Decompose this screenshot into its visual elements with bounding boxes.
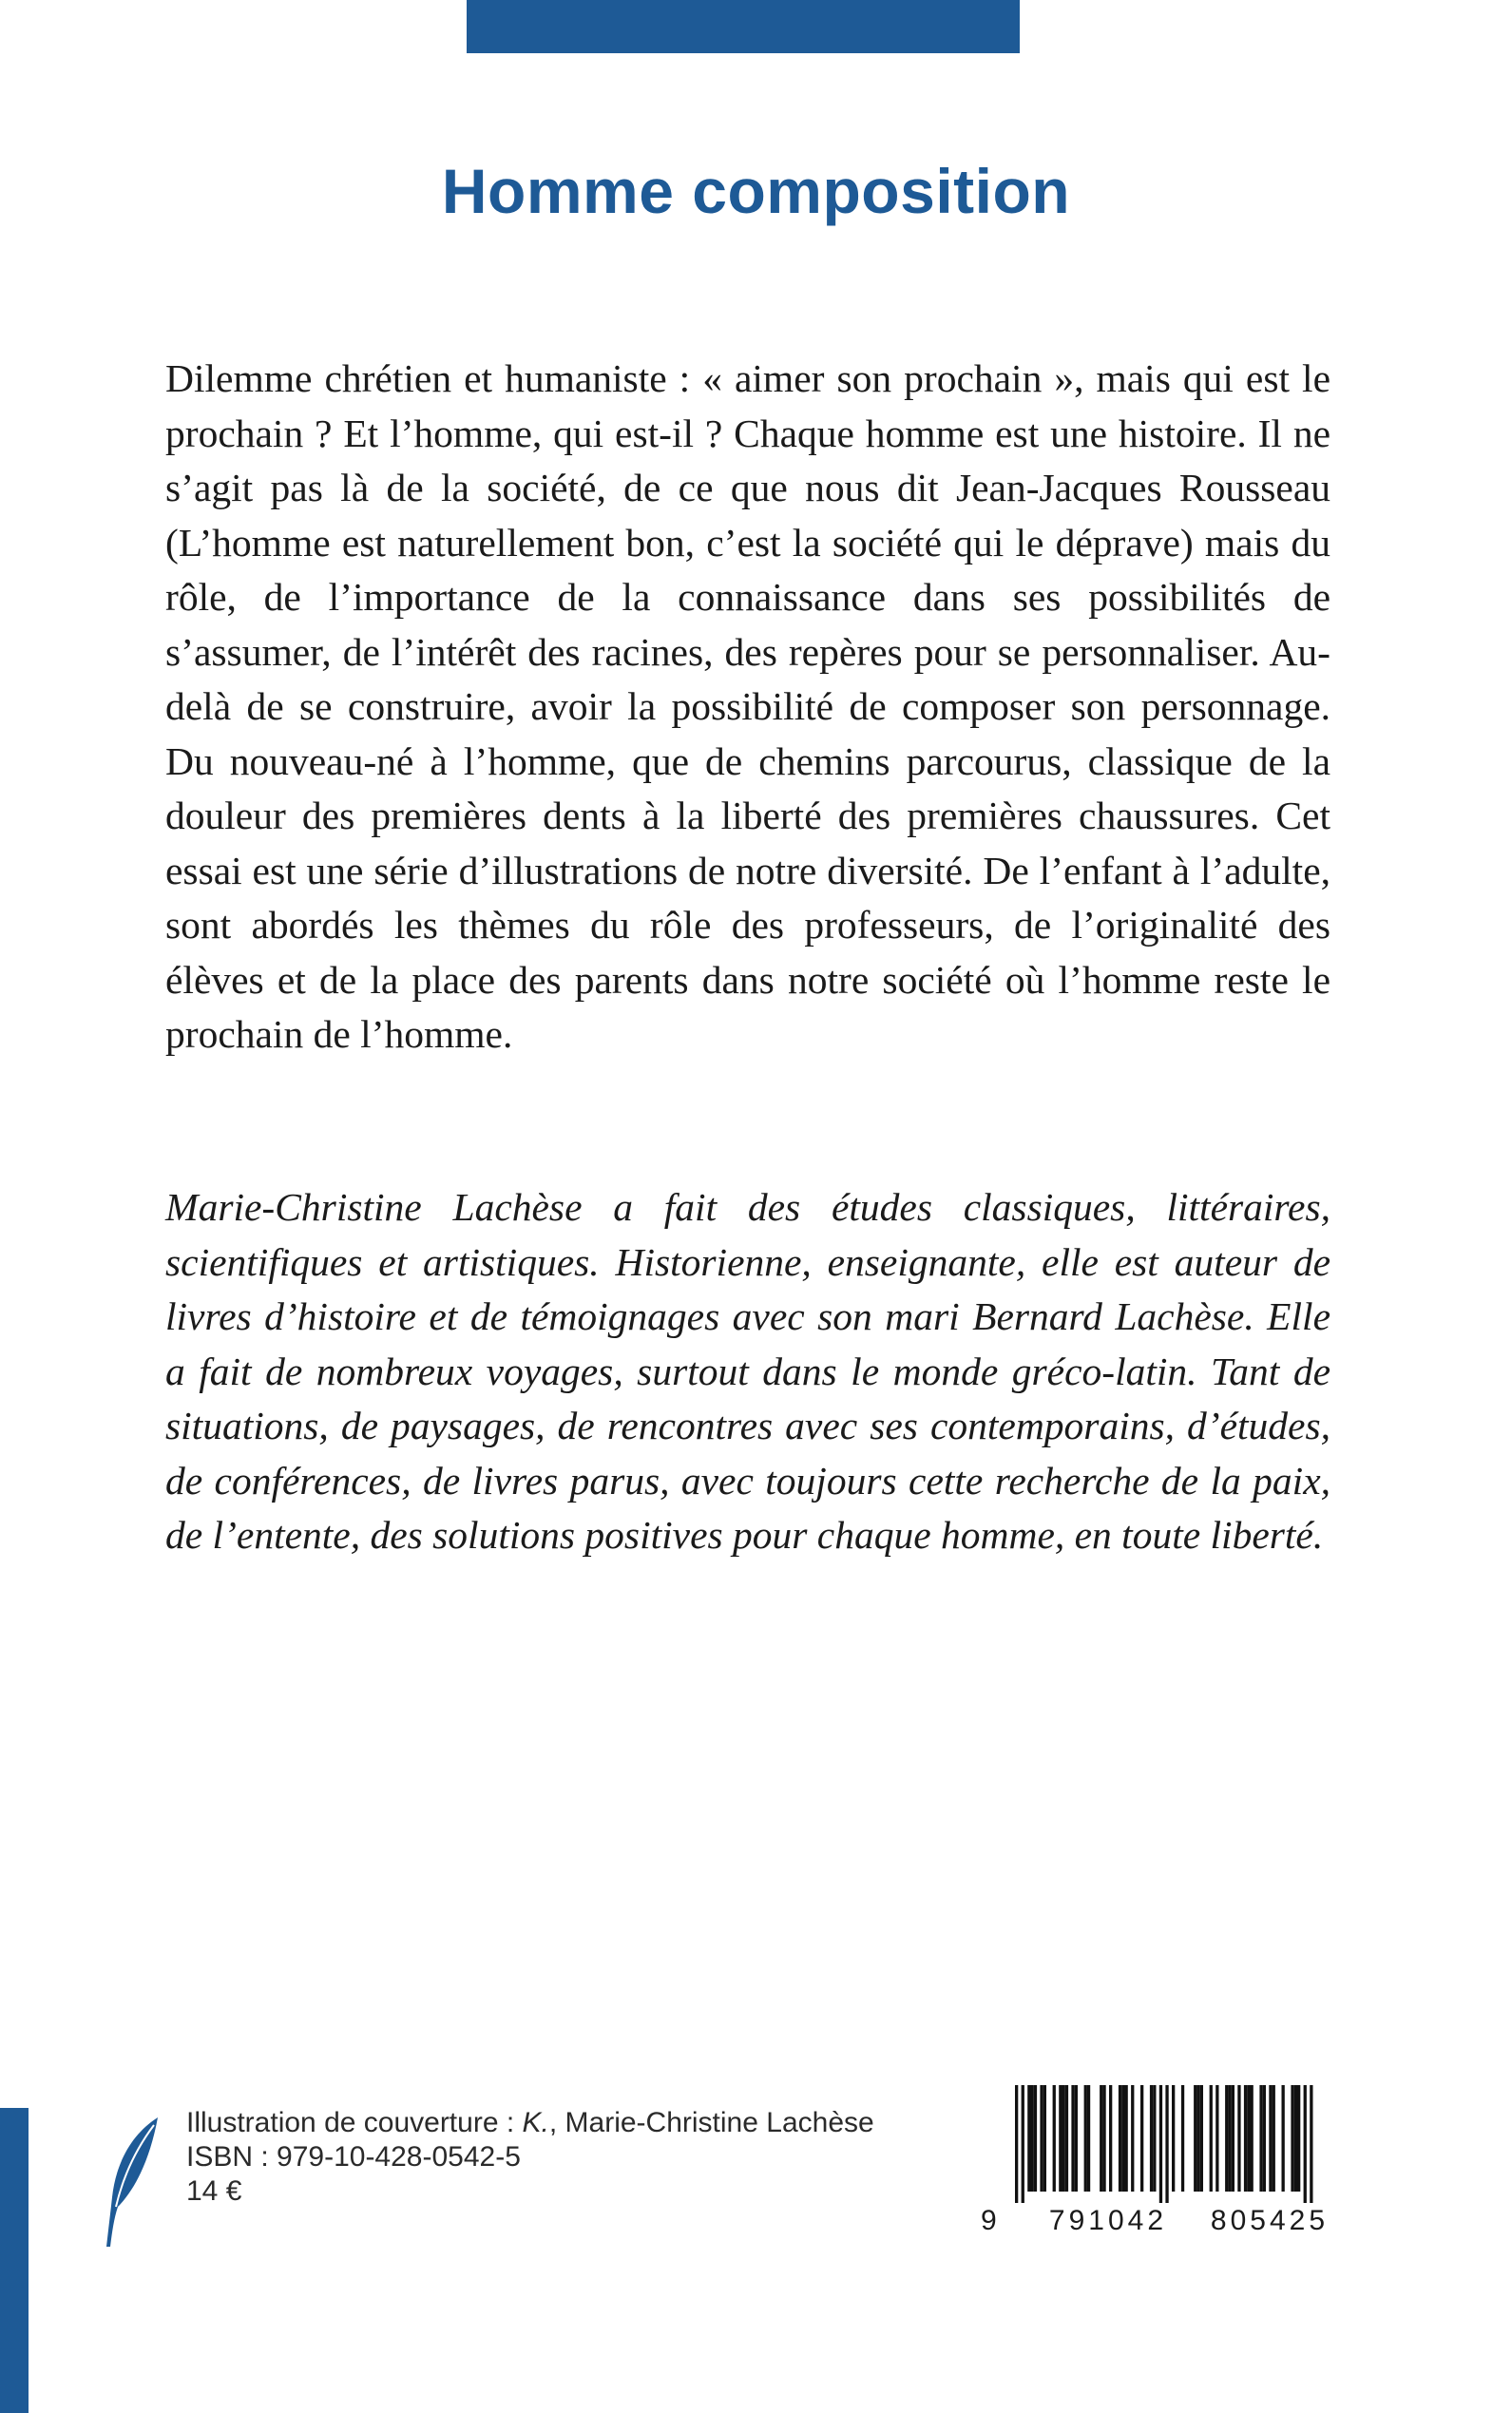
left-color-band [0, 2108, 29, 2413]
credits-block [186, 2106, 874, 2209]
barcode-bar [1269, 2085, 1272, 2192]
barcode-bar [1294, 2085, 1297, 2192]
barcode-bar [1015, 2085, 1018, 2203]
barcode-bar [1194, 2085, 1196, 2192]
book-title: Homme composition [441, 156, 1071, 226]
barcode-bar [1273, 2085, 1275, 2192]
barcode-bar [1034, 2085, 1037, 2192]
barcode-bar [1153, 2085, 1156, 2192]
barcode-bar [1022, 2085, 1024, 2203]
barcode-bar [1065, 2085, 1068, 2192]
barcode-bar [1282, 2085, 1285, 2192]
barcode-digits [981, 2205, 1342, 2237]
barcode-bar [1087, 2085, 1090, 2192]
barcode-bar [1244, 2085, 1247, 2192]
barcode [1000, 2085, 1329, 2222]
barcode-bar [1075, 2085, 1078, 2192]
barcode-bar [1121, 2085, 1124, 2192]
barcode-bar [1150, 2085, 1153, 2192]
barcode-bar [1059, 2085, 1062, 2192]
barcode-bar [1210, 2085, 1213, 2192]
barcode-bar [1259, 2085, 1262, 2192]
barcode-bar [1181, 2085, 1184, 2192]
barcode-bar [1043, 2085, 1046, 2192]
barcode-bar [1304, 2085, 1307, 2203]
barcode-bar [1225, 2085, 1228, 2192]
barcode-bar [1247, 2085, 1250, 2192]
barcode-bar [1071, 2085, 1074, 2192]
barcode-lead-digit: 9 [981, 2205, 997, 2236]
barcode-bar [1237, 2085, 1240, 2192]
barcode-bar [1140, 2085, 1143, 2192]
quill-icon [103, 2116, 163, 2249]
barcode-bar [1119, 2085, 1121, 2192]
barcode-bar [1084, 2085, 1087, 2192]
illustration-title: K. [522, 2107, 549, 2138]
barcode-bar [1297, 2085, 1300, 2192]
barcode-bar [1062, 2085, 1065, 2192]
illustration-credit: Illustration de couverture : K., Marie-Christine Lachèse [186, 2107, 874, 2138]
top-color-band [467, 0, 1020, 53]
price: 14 € [186, 2175, 242, 2207]
barcode-bar [1125, 2085, 1128, 2192]
barcode-bar [1102, 2085, 1105, 2192]
isbn: ISBN : 979-10-428-0542-5 [186, 2141, 521, 2173]
barcode-bar [1251, 2085, 1254, 2192]
barcode-bar [1031, 2085, 1034, 2192]
barcode-bar [1109, 2085, 1112, 2192]
barcode-bar [1196, 2085, 1199, 2192]
barcode-bar [1263, 2085, 1266, 2192]
barcode-bar [1291, 2085, 1293, 2192]
barcode-bar [1100, 2085, 1102, 2192]
barcode-bar [1215, 2085, 1218, 2192]
barcode-bar [1053, 2085, 1056, 2192]
barcode-bar [1310, 2085, 1312, 2203]
barcode-bar [1200, 2085, 1203, 2192]
barcode-bar [1228, 2085, 1231, 2192]
book-blurb: Dilemme chrétien et humaniste : « aimer son prochain », mais qui est le prochain ? Et l’homme, qui est-il ? Chaque homme est une histoire. Il ne s’agit pas là de la société, de ce que nous dit Jean-Jacques Rousseau (L’homme est naturellement bon, c’est la société qui le déprave) mais du rôle, de l’importance de la connaissance dans ses possibilités de s’assumer, de l’intérêt des racines, des repères pour se personnaliser. Au-delà de se construire, avoir la possibilité de composer son personnage. Du nouveau-né à l’homme, que de chemins parcourus, classique de la douleur des premières dents à la liberté des premières chaussures. Cet essai est une série d’illustrations de notre diversité. De l’enfant à l’adulte, sont abordés les thèmes du rôle des professeurs, de l’originalité des élèves et de la place des parents dans notre société où l’homme reste le prochain de l’homme. [165, 356, 1330, 1056]
barcode-bar [1159, 2085, 1162, 2203]
barcode-bar [1172, 2085, 1175, 2192]
barcode-bar [1232, 2085, 1234, 2192]
barcode-bar [1027, 2085, 1030, 2192]
barcode-bar [1040, 2085, 1043, 2192]
barcode-left-group: 791042 [1048, 2205, 1167, 2236]
barcode-bar [1165, 2085, 1168, 2203]
author-bio: Marie-Christine Lachèse a fait des études classiques, littéraires, scientifiques et artistiques. Historienne, enseignante, elle est auteur de livres d’histoire et de témoignages avec son mari Bernard Lachèse. Elle a fait de nombreux voyages, surtout dans le monde gréco-latin. Tant de situations, de paysages, de rencontres avec ses contemporains, d’études, de conférences, de livres parus, avec toujours cette recherche de la paix, de l’entente, des solutions positives pour chaque homme, en toute liberté. [165, 1185, 1330, 1557]
barcode-right-group: 805425 [1210, 2205, 1329, 2236]
barcode-bar [1131, 2085, 1134, 2192]
